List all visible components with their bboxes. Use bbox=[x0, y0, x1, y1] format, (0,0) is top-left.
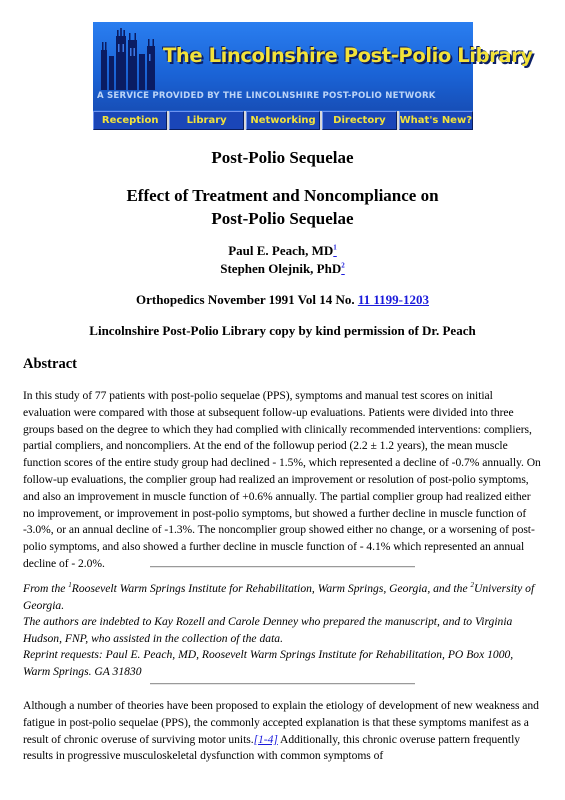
reference-link[interactable]: [1-4] bbox=[253, 732, 278, 746]
section-heading: Post-Polio Sequelae bbox=[211, 148, 354, 167]
banner-header[interactable] bbox=[93, 22, 533, 110]
divider bbox=[150, 683, 415, 685]
author-1-name: Paul E. Peach, MD bbox=[228, 243, 334, 258]
site-subtitle: A SERVICE PROVIDED BY THE LINCOLNSHIRE POST-POLIO NETWORK bbox=[97, 91, 436, 101]
author-2 bbox=[0, 260, 565, 278]
nav-networking-button[interactable]: Networking bbox=[246, 111, 320, 130]
footnote-affiliation: From the $^1$Roosevelt Warm Springs Institute for Rehabilitation, Warm Springs, Georgia, and the $^2$University of Georgia. bbox=[23, 581, 535, 612]
site-banner bbox=[93, 22, 533, 130]
nav-bar bbox=[93, 111, 473, 130]
author-2-footnote-link[interactable]: 2 bbox=[341, 261, 345, 270]
article-title bbox=[0, 184, 565, 230]
article-title-line-2: Post-Polio Sequelae bbox=[211, 209, 354, 228]
journal-citation-text: Orthopedics November 1991 Vol 14 No. bbox=[135, 292, 358, 307]
divider bbox=[150, 566, 415, 568]
nav-reception-button[interactable]: Reception bbox=[93, 111, 167, 130]
article-title-line-1: Effect of Treatment and Noncompliance on bbox=[126, 186, 439, 205]
author-2-name: Stephen Olejnik, PhD bbox=[220, 261, 342, 276]
site-title: The Lincolnshire Post-Polio Library bbox=[163, 44, 533, 67]
authors bbox=[0, 242, 565, 278]
footnotes bbox=[23, 581, 543, 680]
abstract-paragraph: In this study of 77 patients with post-polio sequelae (PPS), symptoms and manual test scores on initial evaluation were compared with those at subsequent follow-up evaluations. Patients were divided into three groups based on the degree to which they had complied with clinically recommended interventions: compliers, partial compliers, and noncompliers. At the end of the followup period (2.2 ± 1.2 years), the mean muscle function scores of the entire study group had declined - 1.5%, which represented a decline of -0.7% annually. On follow-up evaluations, the complier group had realized an improvement or resolution of post-polio symptoms, and also an improvement in muscle function of +0.6% annually. The partial complier group had realized either no improvement, or improvement in post-polio symptoms, but showed a further decline in muscle function of -3.0%, or an annual decline of -1.3%. The noncomplier group showed either no change, or a worsening of post-polio symptoms, and also showed a further decline in muscle function of - 4.1% which represented an annual decline of - 2.0%. bbox=[23, 389, 541, 570]
author-1 bbox=[0, 242, 565, 260]
body-paragraph: Although a number of theories have been proposed to explain the etiology of development of new weakness and fatigue in post-polio sequelae (PPS), the commonly accepted explanation is that these symptoms manifest as a result of chronic overuse of surviving motor units.[1-4] Additionally, this chronic overuse pattern frequently results in progressive musculoskeletal dysfunction with common symptoms of bbox=[23, 699, 539, 763]
permission-note: Lincolnshire Post-Polio Library copy by kind permission of Dr. Peach bbox=[89, 323, 476, 338]
author-1-footnote-link[interactable]: 1 bbox=[333, 243, 337, 252]
journal-citation bbox=[0, 292, 565, 308]
nav-directory-button[interactable]: Directory bbox=[322, 111, 396, 130]
footnote-reprint: Reprint requests: Paul E. Peach, MD, Roosevelt Warm Springs Institute for Rehabilitation, PO Box 1000, Warm Springs. GA 31830 bbox=[23, 648, 514, 678]
nav-library-button[interactable]: Library bbox=[169, 111, 243, 130]
nav-whats-new-button[interactable]: What's New? bbox=[399, 111, 473, 130]
abstract-heading: Abstract bbox=[23, 356, 77, 372]
cathedral-skyline-icon bbox=[97, 28, 159, 90]
footnote-acknowledgement: The authors are indebted to Kay Rozell and Carole Denney who prepared the manuscript, and to Virginia Hudson, FNP, who assisted in the collection of the data. bbox=[23, 615, 513, 645]
journal-issue-link[interactable]: 11 1199-1203 bbox=[357, 292, 429, 307]
